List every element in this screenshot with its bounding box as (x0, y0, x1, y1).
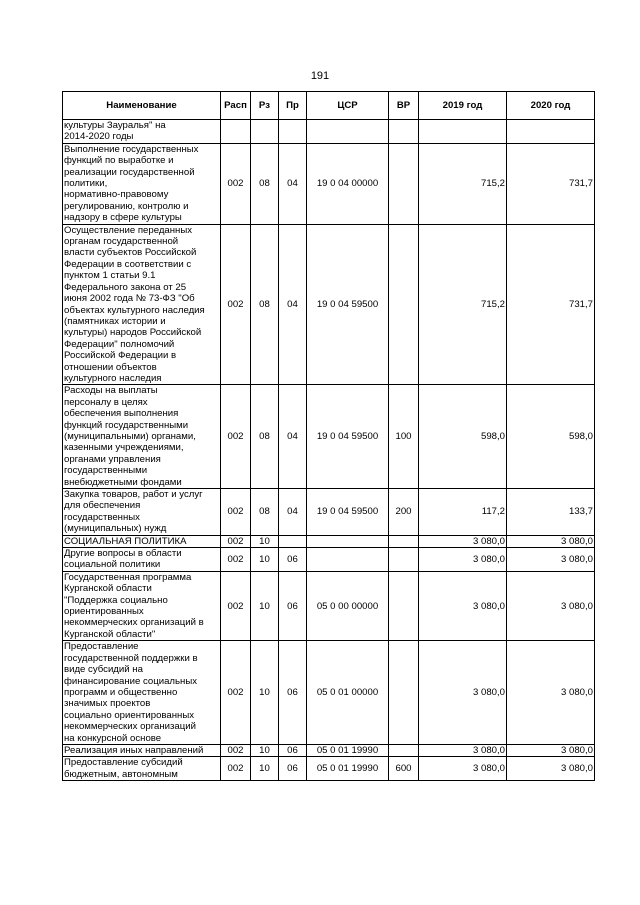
row-vr (389, 571, 419, 640)
row-pr: 06 (279, 571, 307, 640)
row-rz: 10 (251, 757, 279, 781)
table-row (63, 489, 595, 536)
row-amount-2019: 598,0 (419, 385, 507, 489)
row-csr: 05 0 01 19990 (307, 757, 389, 781)
row-vr (389, 535, 419, 547)
header-rasp: Расп (221, 92, 251, 120)
row-rasp: 002 (221, 641, 251, 745)
row-pr: 06 (279, 744, 307, 756)
row-rasp: 002 (221, 385, 251, 489)
row-rz: 08 (251, 224, 279, 385)
row-amount-2020: 731,7 (507, 143, 595, 224)
row-amount-2019: 3 080,0 (419, 744, 507, 756)
row-amount-2019: 3 080,0 (419, 535, 507, 547)
row-name: Другие вопросы в области социальной политики (63, 548, 221, 572)
row-name: Государственная программа Курганской области "Поддержка социально ориентированных некоммерческих организаций в Курганской области" (63, 571, 221, 640)
row-rz: 08 (251, 143, 279, 224)
header-vr: ВР (389, 92, 419, 120)
header-name: Наименование (63, 92, 221, 120)
row-name: Осуществление переданных органам государственной власти субъектов Российской Федерации в соответствии с пунктом 1 статьи 9.1 Федерального закона от 25 июня 2002 года № 73-ФЗ "Об объектах культурного наследия (памятниках истории и культуры) народов Российской Федерации" полномочий Российской Федерации в отношении объектов культурного наследия (63, 224, 221, 385)
header-year-2019: 2019 год (419, 92, 507, 120)
row-pr: 06 (279, 641, 307, 745)
row-csr (307, 120, 389, 144)
row-pr: 04 (279, 143, 307, 224)
row-amount-2020: 598,0 (507, 385, 595, 489)
header-year-2020: 2020 год (507, 92, 595, 120)
row-name: Реализация иных направлений (63, 744, 221, 756)
row-csr: 19 0 04 59500 (307, 489, 389, 536)
row-amount-2019: 3 080,0 (419, 548, 507, 572)
row-vr (389, 120, 419, 144)
row-csr: 05 0 01 00000 (307, 641, 389, 745)
row-vr: 600 (389, 757, 419, 781)
row-csr: 19 0 04 59500 (307, 224, 389, 385)
row-amount-2020: 3 080,0 (507, 641, 595, 745)
row-csr: 19 0 04 59500 (307, 385, 389, 489)
row-name: культуры Зауралья" на 2014-2020 годы (63, 120, 221, 144)
row-rasp: 002 (221, 548, 251, 572)
row-vr: 200 (389, 489, 419, 536)
table-row (63, 757, 595, 781)
table-row (63, 744, 595, 756)
table-row (63, 548, 595, 572)
row-pr: 04 (279, 224, 307, 385)
row-rz: 08 (251, 385, 279, 489)
row-rz: 10 (251, 548, 279, 572)
row-vr (389, 744, 419, 756)
row-vr (389, 548, 419, 572)
row-pr: 06 (279, 548, 307, 572)
row-name: Предоставление государственной поддержки в виде субсидий на финансирование социальных программ и общественно значимых проектов социально ориентированных некоммерческих организаций на конкурсной основе (63, 641, 221, 745)
row-rz: 10 (251, 571, 279, 640)
row-csr (307, 535, 389, 547)
row-rasp: 002 (221, 143, 251, 224)
row-csr: 05 0 01 19990 (307, 744, 389, 756)
row-name: Расходы на выплаты персоналу в целях обеспечения выполнения функций государственными (муниципальными) органами, казенными учреждениями, органами управления государственными внебюджетными фондами (63, 385, 221, 489)
row-rz: 10 (251, 744, 279, 756)
table-header-row (63, 92, 595, 120)
row-vr (389, 224, 419, 385)
row-csr: 19 0 04 00000 (307, 143, 389, 224)
row-csr: 05 0 00 00000 (307, 571, 389, 640)
row-amount-2020 (507, 120, 595, 144)
row-csr (307, 548, 389, 572)
row-vr (389, 641, 419, 745)
page-number: 191 (310, 70, 330, 82)
table-row (63, 535, 595, 547)
row-rasp: 002 (221, 757, 251, 781)
table-row (63, 571, 595, 640)
row-pr: 04 (279, 385, 307, 489)
row-rz: 08 (251, 489, 279, 536)
row-rz: 10 (251, 641, 279, 745)
row-rasp: 002 (221, 535, 251, 547)
budget-table (62, 91, 595, 781)
row-pr: 04 (279, 489, 307, 536)
table-row (63, 224, 595, 385)
row-amount-2020: 731,7 (507, 224, 595, 385)
table-row (63, 120, 595, 144)
row-rasp: 002 (221, 489, 251, 536)
header-rz: Рз (251, 92, 279, 120)
header-pr: Пр (279, 92, 307, 120)
row-rasp: 002 (221, 571, 251, 640)
row-rasp: 002 (221, 744, 251, 756)
table-row (63, 385, 595, 489)
row-rasp: 002 (221, 224, 251, 385)
table-row (63, 143, 595, 224)
row-amount-2019: 3 080,0 (419, 641, 507, 745)
row-rasp (221, 120, 251, 144)
row-amount-2020: 3 080,0 (507, 571, 595, 640)
row-amount-2020: 133,7 (507, 489, 595, 536)
header-csr: ЦСР (307, 92, 389, 120)
row-amount-2020: 3 080,0 (507, 535, 595, 547)
row-amount-2019: 117,2 (419, 489, 507, 536)
table-row (63, 641, 595, 745)
row-amount-2019: 715,2 (419, 143, 507, 224)
row-rz (251, 120, 279, 144)
row-rz: 10 (251, 535, 279, 547)
row-amount-2020: 3 080,0 (507, 548, 595, 572)
row-pr (279, 535, 307, 547)
row-name: Закупка товаров, работ и услуг для обеспечения государственных (муниципальных) нужд (63, 489, 221, 536)
row-vr (389, 143, 419, 224)
row-pr: 06 (279, 757, 307, 781)
row-name: Выполнение государственных функций по выработке и реализации государственной политики, нормативно-правовому регулированию, контролю и надзору в сфере культуры (63, 143, 221, 224)
row-amount-2019: 715,2 (419, 224, 507, 385)
row-amount-2020: 3 080,0 (507, 757, 595, 781)
row-pr (279, 120, 307, 144)
row-name: Предоставление субсидий бюджетным, автономным (63, 757, 221, 781)
row-amount-2019 (419, 120, 507, 144)
row-vr: 100 (389, 385, 419, 489)
row-amount-2019: 3 080,0 (419, 571, 507, 640)
row-amount-2019: 3 080,0 (419, 757, 507, 781)
row-amount-2020: 3 080,0 (507, 744, 595, 756)
row-name: СОЦИАЛЬНАЯ ПОЛИТИКА (63, 535, 221, 547)
